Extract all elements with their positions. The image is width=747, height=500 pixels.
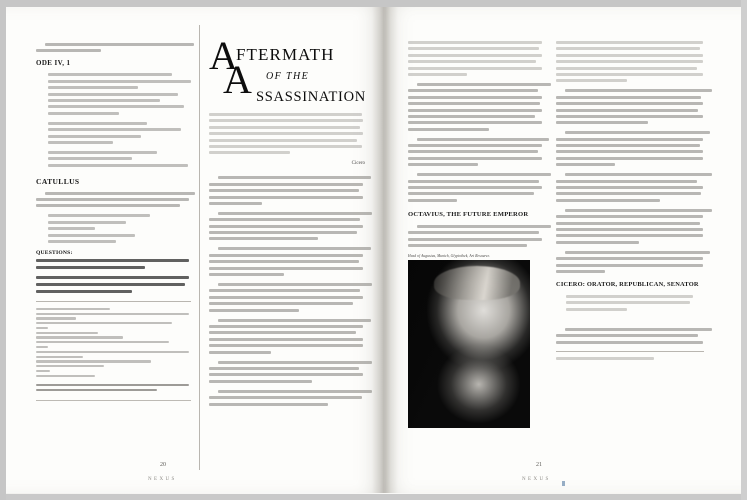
article-title <box>209 33 366 105</box>
footer-right: NEXUS <box>522 477 551 482</box>
poem-stanza-1 <box>36 73 191 114</box>
intro-paragraph <box>36 43 191 52</box>
left-text-column <box>36 43 191 401</box>
section-heading-octavius: OCTAVIUS, THE FUTURE EMPEROR <box>408 210 529 218</box>
question-2 <box>36 276 191 293</box>
dropcap-a-2: A <box>223 57 252 102</box>
page-number-left: 20 <box>160 462 166 468</box>
art-credit <box>36 384 191 401</box>
question-1 <box>36 259 191 269</box>
section-heading-ode: ODE IV, 1 <box>36 59 71 68</box>
poem-stanza-3 <box>36 151 191 167</box>
right-outer-column <box>556 41 704 367</box>
page-number-right: 21 <box>536 462 542 468</box>
scan-frame-left <box>0 0 6 500</box>
scan-frame-top <box>0 0 747 7</box>
footnote-divider <box>36 301 191 302</box>
cicero-quote-attribution <box>556 318 704 323</box>
figure-caption: Head of Augustus, Munich, Glyptothek, Art Resource. <box>408 253 491 258</box>
dropcap-a-1: A <box>209 33 238 78</box>
photo-hair-detail <box>434 266 520 300</box>
right-inner-column <box>408 41 543 434</box>
scan-frame-right <box>741 0 747 500</box>
section-heading-cicero: CICERO: ORATOR, REPUBLICAN, SENATOR <box>556 280 699 288</box>
scan-frame-bottom <box>0 494 747 500</box>
title-word-assassination: SSASSINATION <box>256 89 366 105</box>
catullus-paragraph <box>36 192 191 208</box>
footer-mark <box>562 481 565 486</box>
left-page <box>6 7 384 493</box>
catullus-poem <box>36 214 191 243</box>
title-column-para-1 <box>209 113 365 166</box>
footer-left: NEXUS <box>148 477 177 482</box>
questions-label: QUESTIONS: <box>36 250 73 257</box>
quote-attribution: Cicero <box>351 161 365 167</box>
footnote-list <box>36 308 191 377</box>
right-column-rule <box>556 351 704 352</box>
right-page <box>384 7 741 493</box>
section-heading-catullus: CATULLUS <box>36 176 80 186</box>
augustus-bust-photo <box>408 260 530 428</box>
poem-stanza-2 <box>36 122 191 144</box>
title-word-aftermath: FTERMATH <box>236 45 335 64</box>
column-divider-rule <box>199 25 200 470</box>
title-column-body <box>209 176 365 405</box>
title-column <box>209 33 366 413</box>
title-word-of-the: OF THE <box>266 71 310 82</box>
